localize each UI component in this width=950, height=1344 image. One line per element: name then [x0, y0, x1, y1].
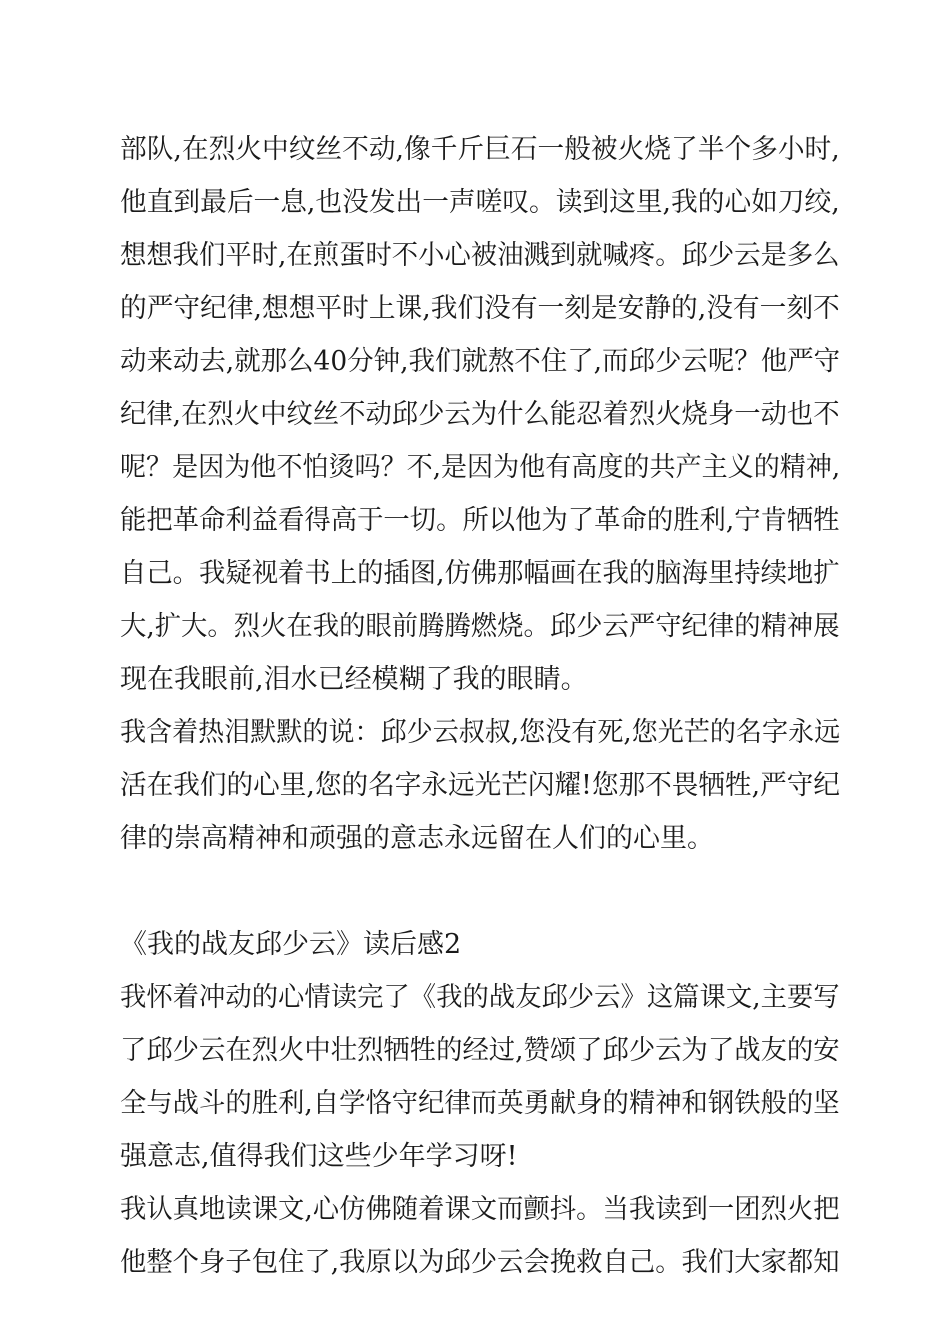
text-line: 律的崇高精神和顽强的意志永远留在人们的心里。 [120, 823, 714, 854]
text-line: 想想我们平时,在煎蛋时不小心被油溅到就喊疼。邱少云是多么 [120, 240, 840, 271]
text-line: 呢？是因为他不怕烫吗？不,是因为他有高度的共产主义的精神, [120, 452, 841, 483]
text-line: 了邱少云在烈火中壮烈牺牲的经过,赞颂了邱少云为了战友的安 [120, 1035, 840, 1066]
text-line: 我含着热泪默默的说：邱少云叔叔,您没有死,您光芒的名字永远 [120, 717, 841, 748]
text-line: 能把革命利益看得高于一切。所以他为了革命的胜利,宁肯牺牲 [120, 505, 840, 536]
text-line: 的严守纪律,想想平时上课,我们没有一刻是安静的,没有一刻不 [120, 293, 840, 324]
text-line: 纪律,在烈火中纹丝不动邱少云为什么能忍着烈火烧身一动也不 [120, 399, 840, 430]
text-line: 强意志,值得我们这些少年学习呀! [120, 1141, 518, 1172]
text-line: 我怀着冲动的心情读完了《我的战友邱少云》这篇课文,主要写 [120, 982, 840, 1013]
text-line: 我认真地读课文,心仿佛随着课文而颤抖。当我读到一团烈火把 [120, 1194, 840, 1225]
text-line: 他直到最后一息,也没发出一声嗟叹。读到这里,我的心如刀绞, [120, 187, 840, 218]
text-line: 活在我们的心里,您的名字永远光芒闪耀!您那不畏牺牲,严守纪 [120, 770, 841, 801]
section-heading: 《我的战友邱少云》读后感2 [120, 929, 462, 960]
text-line: 现在我眼前,泪水已经模糊了我的眼睛。 [120, 664, 588, 695]
text-line: 动来动去,就那么40分钟,我们就熬不住了,而邱少云呢？他严守 [120, 346, 841, 377]
text-line: 部队,在烈火中纹丝不动,像千斤巨石一般被火烧了半个多小时, [120, 134, 840, 165]
text-line: 大,扩大。烈火在我的眼前腾腾燃烧。邱少云严守纪律的精神展 [120, 611, 840, 642]
text-line: 全与战斗的胜利,自学恪守纪律而英勇献身的精神和钢铁般的坚 [120, 1088, 840, 1119]
text-line: 他整个身子包住了,我原以为邱少云会挽救自己。我们大家都知 [120, 1247, 840, 1278]
text-line: 自己。我疑视着书上的插图,仿佛那幅画在我的脑海里持续地扩 [120, 558, 840, 589]
